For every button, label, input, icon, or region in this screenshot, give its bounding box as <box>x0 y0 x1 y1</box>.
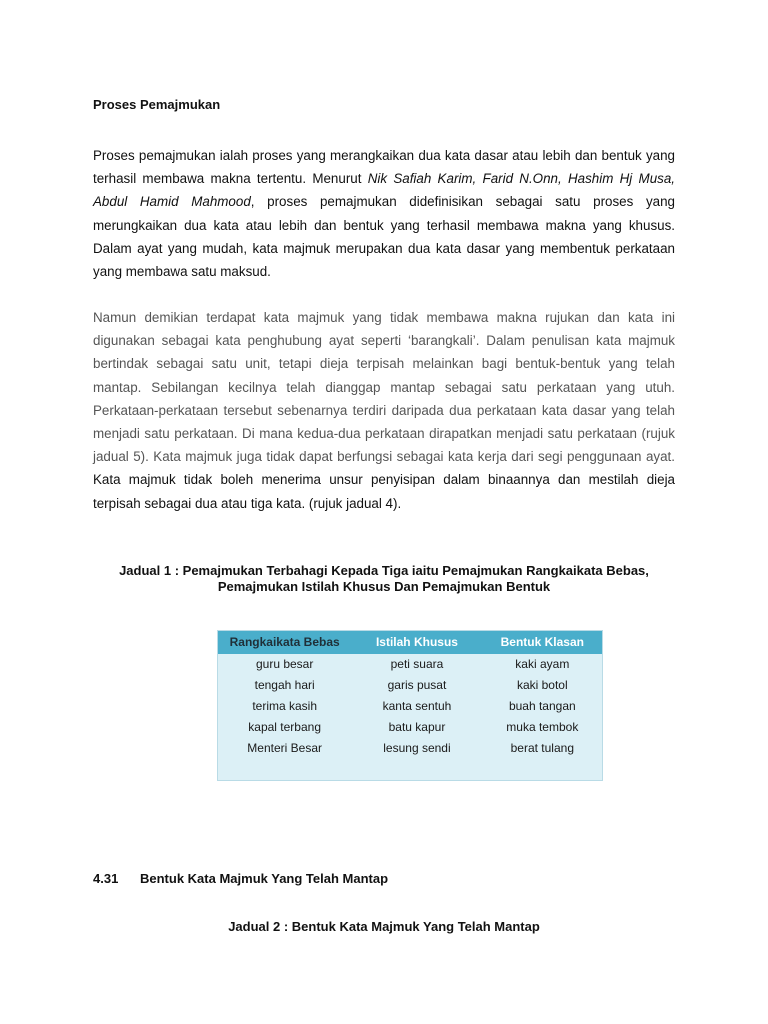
table-cell: kanta sentuh <box>382 699 452 713</box>
table-row <box>218 654 602 675</box>
table1-header-istilah-khusus: Istilah Khusus <box>375 635 458 649</box>
table-cell: kapal terbang <box>248 720 322 734</box>
table1-caption: Jadual 1 : Pemajmukan Terbahagi Kepada Tiga iaitu Pemajmukan Rangkaikata Bebas, Pemajmukan Istilah Khusus Dan Pemajmukan Bentuk <box>119 563 649 594</box>
table-cell: tengah hari <box>254 678 315 692</box>
section-heading: Proses Pemajmukan <box>93 97 221 112</box>
subsection-heading <box>93 871 388 886</box>
table-cell: kaki botol <box>516 678 568 692</box>
table-cell: Menteri Besar <box>247 741 322 755</box>
table-row <box>218 696 602 717</box>
table-cell: peti suara <box>390 657 444 671</box>
table-cell: muka tembok <box>506 720 579 734</box>
paragraph-explanation <box>93 306 675 515</box>
table1-header-bentuk-klasan: Bentuk Klasan <box>500 635 584 649</box>
table-row <box>218 738 602 759</box>
table1 <box>217 630 603 781</box>
paragraph-explanation-grey: Namun demikian terdapat kata majmuk yang tidak membawa makna rujukan dan kata ini digunakan sebagai kata penghubung ayat seperti ‘barangkali’. Dalam penulisan kata majmuk bertindak sebagai satu unit, tetapi dieja terpisah melainkan bagi bentuk-bentuk yang telah mantap. Sebilangan kecilnya telah dianggap mantap sebagai satu perkataan yang utuh. Perkataan-perkataan tersebut sebenarnya terdiri daripada dua perkataan kata dasar yang telah menjadi satu perkataan. Di mana kedua-dua perkataan dirapatkan menjadi satu perkataan (rujuk jadual 5). Kata majmuk juga tidak dapat berfungsi sebagai kata kerja dari segi penggunaan ayat. <box>93 310 675 465</box>
table-cell: buah tangan <box>508 699 576 713</box>
table-row <box>218 717 602 738</box>
table-cell: lesung sendi <box>383 741 451 755</box>
table1-header-row <box>218 631 602 654</box>
paragraph-definition <box>93 144 675 283</box>
paragraph-definition-authors: Nik Safiah Karim, Farid N.Onn, Hashim Hj Musa, Abdul Hamid Mahmood <box>93 171 676 210</box>
table-cell: garis pusat <box>387 678 447 692</box>
table1-header-rangkaikata-bebas: Rangkaikata Bebas <box>229 635 340 649</box>
table-cell: guru besar <box>255 657 314 671</box>
paragraph-definition-intro: Proses pemajmukan ialah proses yang merangkaikan dua kata dasar atau lebih dan bentuk yang terhasil membawa makna tertentu. Menurut <box>93 148 675 187</box>
table2-caption: Jadual 2 : Bentuk Kata Majmuk Yang Telah Mantap <box>228 919 540 934</box>
table-cell: batu kapur <box>388 720 446 734</box>
table-row <box>218 675 602 696</box>
table-cell: kaki ayam <box>515 657 570 671</box>
subsection-title: Bentuk Kata Majmuk Yang Telah Mantap <box>140 871 389 886</box>
subsection-number: 4.31 <box>93 871 119 886</box>
table-cell: terima kasih <box>252 699 317 713</box>
table-cell: berat tulang <box>510 741 574 755</box>
paragraph-explanation-dark: Kata majmuk tidak boleh menerima unsur penyisipan dalam binaannya dan mestilah dieja terpisah sebagai dua atau tiga kata. (rujuk jadual 4). <box>93 472 675 511</box>
paragraph-definition-rest: , proses pemajmukan didefinisikan sebagai satu proses yang merungkaikan dua kata atau lebih dan bentuk yang terhasil membawa makna yang khusus. Dalam ayat yang mudah, kata majmuk merupakan dua kata dasar yang membentuk perkataan yang membawa satu maksud. <box>93 194 675 280</box>
